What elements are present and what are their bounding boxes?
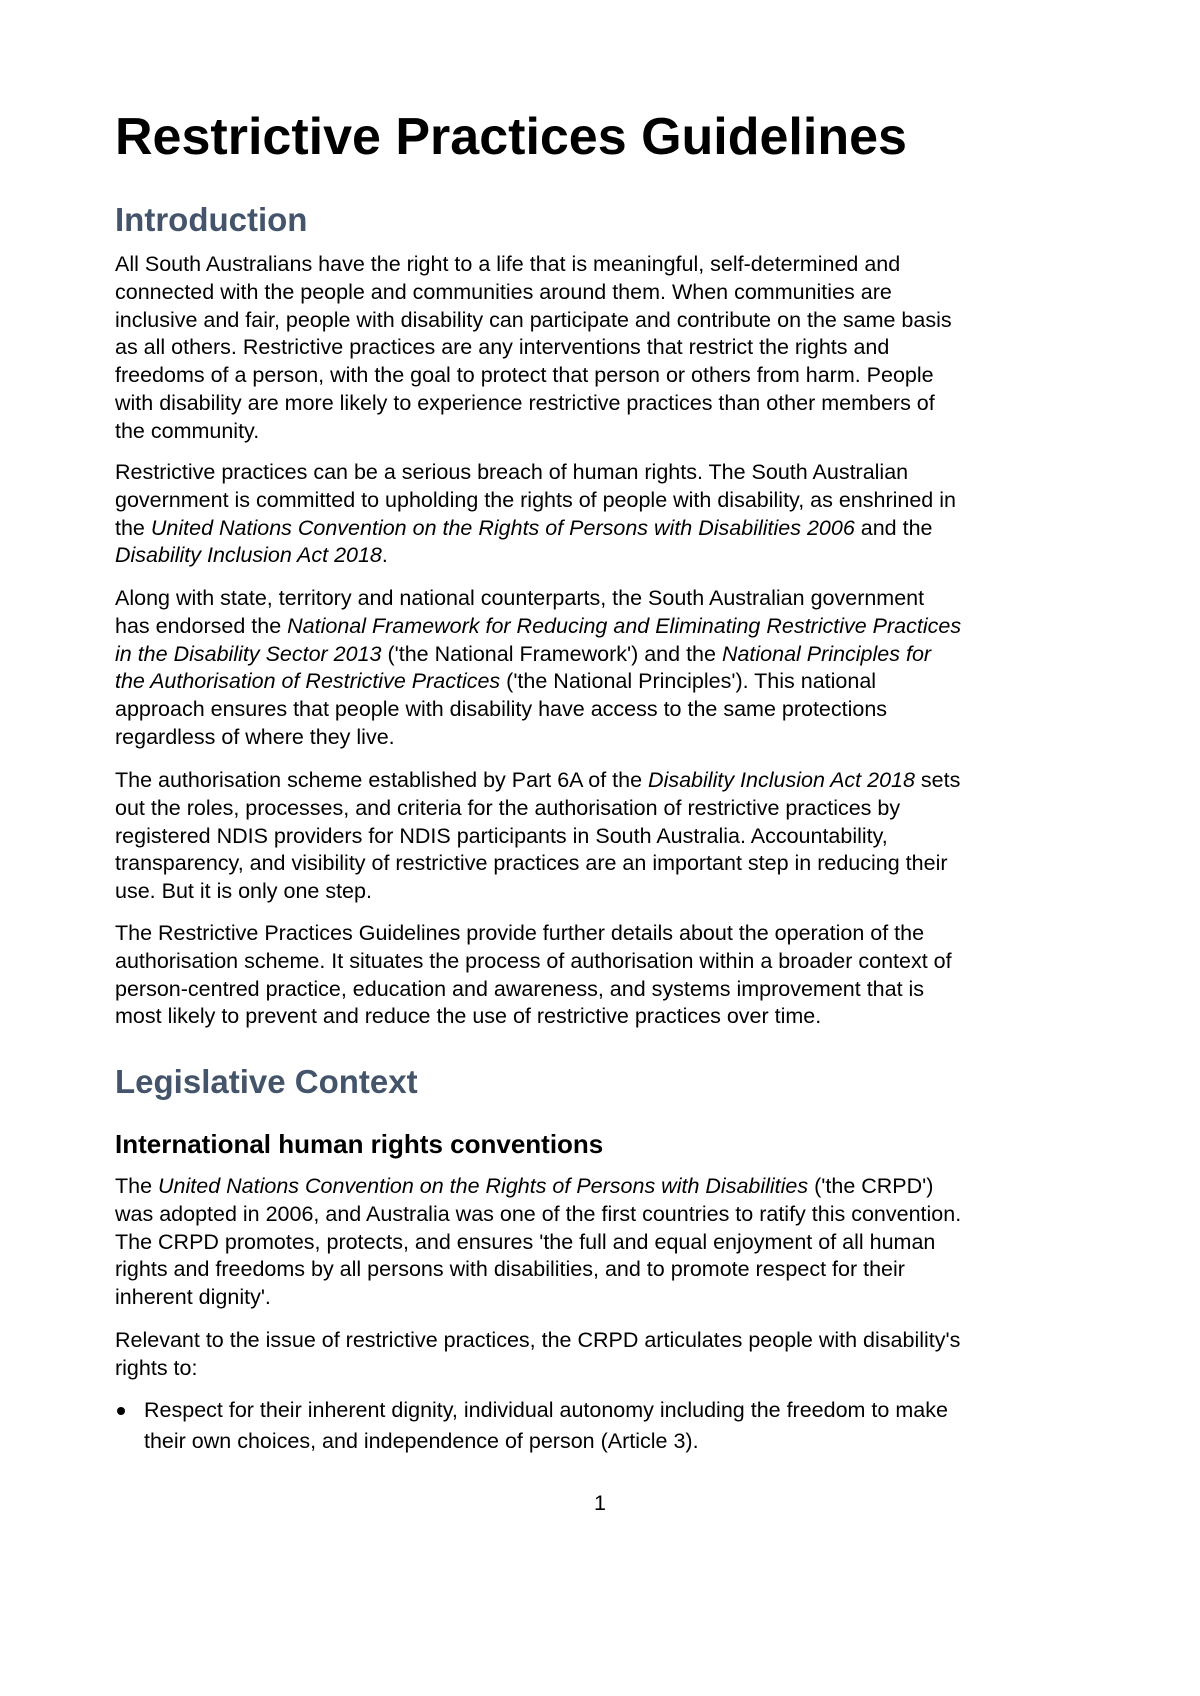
text-line	[115, 920, 952, 948]
text-line	[115, 279, 952, 307]
heading-introduction: Introduction	[115, 201, 308, 238]
paragraph	[115, 251, 952, 446]
text-segment: The Restrictive Practices Guidelines provide further details about the operation of the	[115, 921, 925, 945]
paragraph	[115, 920, 952, 1031]
text-line	[115, 362, 952, 390]
text-line	[115, 641, 961, 669]
text-line	[115, 1284, 961, 1312]
bullet-line: their own choices, and independence of person (Article 3).	[144, 1429, 699, 1453]
text-segment: sets	[914, 768, 961, 792]
text-line	[115, 459, 956, 487]
bullet-list-item	[115, 1395, 948, 1457]
text-line	[115, 724, 961, 752]
text-segment: most likely to prevent and reduce the use of restrictive practices over time.	[115, 1004, 822, 1029]
heading-legislative-context: Legislative Context	[115, 1063, 418, 1100]
text-line	[115, 767, 960, 795]
italic-title-text: in the Disability Sector 2013	[115, 641, 382, 666]
text-segment: The authorisation scheme established by Part 6A of the	[115, 768, 649, 792]
text-segment: as all others. Restrictive practices are any interventions that restrict the rights and	[115, 335, 890, 360]
text-segment: Restrictive practices can be a serious breach of human rights. The South Australian	[115, 460, 909, 484]
italic-title-text: United Nations Convention on the Rights of Persons with Disabilities 2006	[150, 515, 855, 540]
text-segment: the community.	[115, 418, 260, 443]
text-line	[115, 542, 956, 570]
text-line	[115, 1327, 960, 1355]
paragraph	[115, 1327, 960, 1383]
text-segment: use. But it is only one step.	[115, 879, 372, 904]
page-number: 1	[594, 1491, 606, 1515]
text-segment: freedoms of a person, with the goal to protect that person or others from harm. People	[115, 363, 934, 388]
document-title: Restrictive Practices Guidelines	[115, 108, 907, 166]
text-segment: and the	[854, 515, 933, 540]
paragraph	[115, 767, 960, 906]
text-line	[115, 1201, 961, 1229]
text-line	[115, 307, 952, 335]
italic-title-text: National Framework for Reducing and Eliminating Restrictive Practices	[287, 613, 962, 638]
text-line	[115, 390, 952, 418]
text-line	[115, 1256, 961, 1284]
text-line	[115, 795, 960, 823]
text-line	[115, 585, 961, 613]
text-segment: out the roles, processes, and criteria for the authorisation of restrictive practices by	[115, 795, 901, 820]
text-segment: approach ensures that people with disability have access to the same protections	[115, 697, 888, 722]
text-segment: person-centred practice, education and awareness, and systems improvement that is	[115, 976, 925, 1001]
text-line	[115, 1173, 961, 1201]
text-segment: Relevant to the issue of restrictive practices, the CRPD articulates people with disability's	[115, 1328, 961, 1352]
text-line	[115, 1003, 952, 1031]
text-segment: The	[115, 1174, 159, 1198]
text-line	[115, 948, 952, 976]
italic-title-text: Disability Inclusion Act 2018	[648, 768, 915, 792]
text-segment: registered NDIS providers for NDIS participants in South Australia. Accountability,	[115, 823, 888, 848]
bullet-line: Respect for their inherent dignity, individual autonomy including the freedom to make	[144, 1398, 948, 1422]
text-line	[115, 696, 961, 724]
paragraph	[115, 585, 961, 752]
text-line	[115, 1229, 961, 1257]
text-segment: ('the National Framework') and the	[381, 641, 722, 666]
italic-title-text: United Nations Convention on the Rights of Persons with Disabilities	[158, 1174, 809, 1198]
text-segment: has endorsed the	[115, 613, 288, 638]
text-segment: inclusive and fair, people with disability can participate and contribute on the same basis	[115, 307, 952, 332]
text-segment: ('the CRPD')	[808, 1174, 934, 1198]
text-line	[115, 487, 956, 515]
text-segment: with disability are more likely to experience restrictive practices than other members of	[115, 390, 935, 415]
italic-title-text: Disability Inclusion Act 2018	[115, 543, 382, 568]
paragraph	[115, 459, 956, 570]
text-segment: Along with state, territory and national counterparts, the South Australian government	[115, 586, 925, 610]
text-segment: connected with the people and communities around them. When communities are	[115, 279, 892, 304]
text-segment: transparency, and visibility of restrictive practices are an important step in reducing their	[115, 851, 948, 876]
text-segment: government is committed to upholding the rights of people with disability, as enshrined in	[115, 487, 956, 512]
text-segment: was adopted in 2006, and Australia was one of the first countries to ratify this convention.	[115, 1201, 962, 1226]
text-line	[115, 515, 956, 543]
text-line	[115, 418, 952, 446]
text-line	[115, 334, 952, 362]
text-line	[115, 1355, 960, 1383]
subheading-international-conventions: International human rights conventions	[115, 1129, 604, 1159]
text-segment: .	[381, 543, 388, 568]
text-line	[115, 976, 952, 1004]
text-segment: the	[115, 515, 151, 540]
bullet-icon	[117, 1407, 125, 1415]
italic-title-text: the Authorisation of Restrictive Practices	[115, 669, 501, 694]
text-segment: rights to:	[115, 1355, 198, 1380]
text-segment: authorisation scheme. It situates the process of authorisation within a broader context of	[115, 948, 952, 973]
text-segment: rights and freedoms by all persons with disabilities, and to promote respect for their	[115, 1257, 905, 1282]
text-segment: ('the National Principles'). This national	[500, 669, 877, 694]
text-segment: The CRPD promotes, protects, and ensures 'the full and equal enjoyment of all human	[115, 1229, 936, 1254]
text-line	[115, 668, 961, 696]
text-segment: regardless of where they live.	[115, 724, 395, 749]
text-line	[115, 850, 960, 878]
paragraph	[115, 1173, 961, 1312]
italic-title-text: National Principles for	[721, 641, 932, 666]
text-line	[115, 878, 960, 906]
text-segment: All South Australians have the right to a life that is meaningful, self-determined and	[115, 252, 901, 276]
text-line	[115, 251, 952, 279]
text-line	[115, 613, 961, 641]
text-segment: inherent dignity'.	[115, 1285, 271, 1310]
text-line	[115, 823, 960, 851]
